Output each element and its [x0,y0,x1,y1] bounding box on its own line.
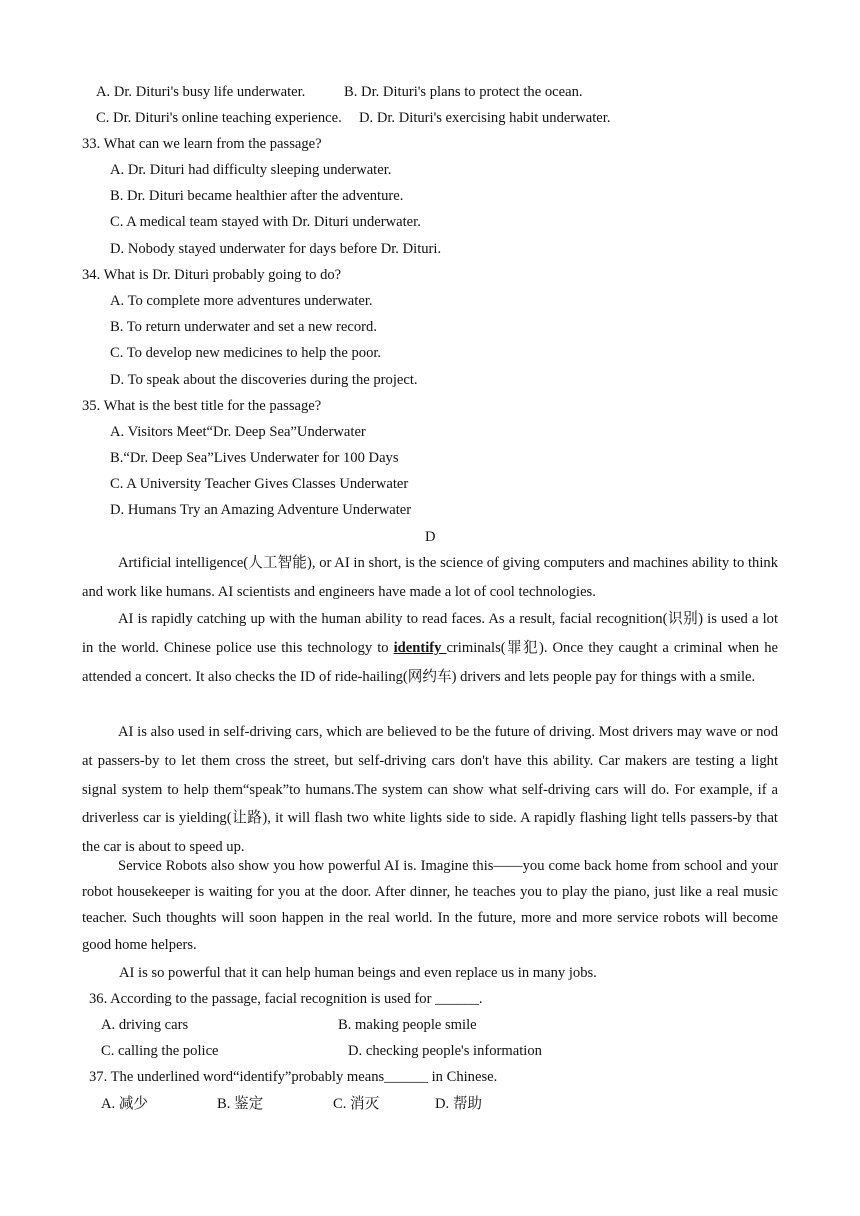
passage-p3-text: AI is also used in self-driving cars, which are believed to be the future of driving. Most drivers may wave or nod at passers-by to let them cross the street, but self-driving cars don't have this ability. Car makers are testing a light signal system to help them“speak”to humans.The system can show what self-driving cars will do. For example, if a driverless car is yielding(让路), it will flash two white lights side to side. A rapidly flashing light tells passers-by that the car is about to speed up. [82,724,778,856]
q37-option-c: C. 消灭 [333,1096,380,1112]
q36-option-d: D. checking people's information [348,1043,542,1059]
q34-option-d: D. To speak about the discoveries during the project. [110,372,418,388]
q36-option-a: A. driving cars [101,1017,189,1033]
passage-p4-text: Service Robots also show you how powerful AI is. Imagine this——you come back home from school and your robot housekeeper is waiting for you at the door. After dinner, he teaches you to play the piano, just like a real music teacher. Such thoughts will soon happen in the real world. In the future, more and more service robots will become good home helpers. [82,858,778,953]
passage-paragraph-2 [82,605,778,691]
q36-option-b: B. making people smile [338,1017,477,1033]
q35-option-d: D. Humans Try an Amazing Adventure Underwater [110,502,412,518]
passage-paragraph-5: AI is so powerful that it can help human beings and even replace us in many jobs. [119,965,597,981]
q35-option-c: C. A University Teacher Gives Classes Underwater [110,476,409,492]
q37-option-a: A. 减少 [101,1096,149,1112]
section-letter: D [425,529,436,545]
q32-option-b: B. Dr. Dituri's plans to protect the ocean. [344,84,583,100]
q32-option-d: D. Dr. Dituri's exercising habit underwater. [359,110,611,126]
q33-option-a: A. Dr. Dituri had difficulty sleeping underwater. [110,162,392,178]
passage-p2-text-after: criminals(罪犯). Once they caught a criminal when he attended a concert. It also checks the ID of ride-hailing(网约车) drivers and lets people pay for things with a smile. [82,639,778,685]
q36-stem: 36. According to the passage, facial recognition is used for ______. [89,991,483,1007]
q37-option-b: B. 鉴定 [217,1096,264,1112]
passage-paragraph-1 [82,549,778,607]
underlined-keyword: identify [393,639,447,656]
q33-option-d: D. Nobody stayed underwater for days before Dr. Dituri. [110,241,442,257]
q33-option-c: C. A medical team stayed with Dr. Dituri underwater. [110,214,421,230]
q35-option-b: B.“Dr. Deep Sea”Lives Underwater for 100 Days [110,450,399,466]
q37-stem: 37. The underlined word“identify”probably means______ in Chinese. [89,1069,498,1085]
q34-stem: 34. What is Dr. Dituri probably going to do? [82,267,342,283]
passage-p1-text: Artificial intelligence(人工智能), or AI in short, is the science of giving computers and machines ability to think and work like humans. AI scientists and engineers have made a lot of cool technologies. [82,555,778,600]
q36-option-c: C. calling the police [101,1043,219,1059]
passage-p2-text-before: AI is rapidly catching up with the human ability to read faces. As a result, facial recognition(识别) is used a lot in the world. Chinese police use this technology to [82,611,778,656]
passage-paragraph-3 [82,718,778,862]
q34-option-b: B. To return underwater and set a new record. [110,319,377,335]
q34-option-c: C. To develop new medicines to help the poor. [110,345,382,361]
q35-stem: 35. What is the best title for the passage? [82,398,322,414]
q33-stem: 33. What can we learn from the passage? [82,136,322,152]
passage-paragraph-4 [82,853,778,958]
q32-option-c: C. Dr. Dituri's online teaching experience. [96,110,342,126]
q33-option-b: B. Dr. Dituri became healthier after the adventure. [110,188,404,204]
q32-option-a: A. Dr. Dituri's busy life underwater. [96,84,306,100]
q35-option-a: A. Visitors Meet“Dr. Deep Sea”Underwater [110,424,366,440]
q37-option-d: D. 帮助 [435,1096,483,1112]
q34-option-a: A. To complete more adventures underwater. [110,293,373,309]
